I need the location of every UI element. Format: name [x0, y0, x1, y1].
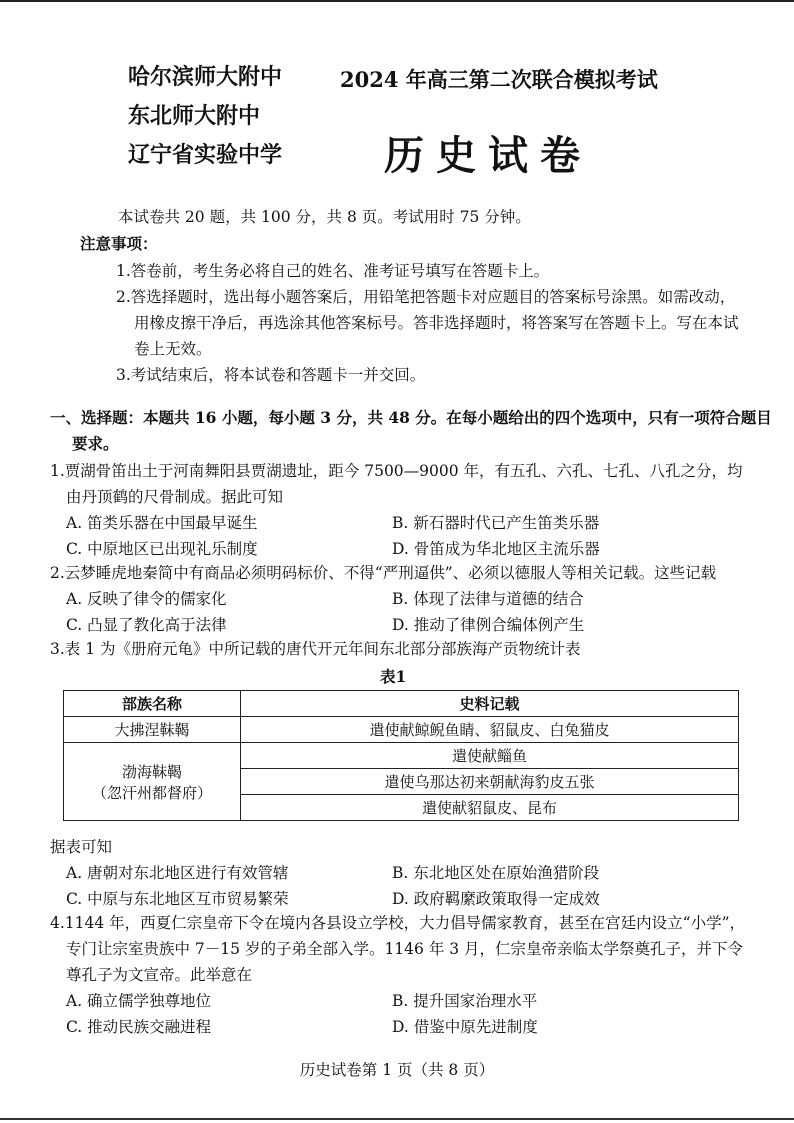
option-grid: [66, 586, 750, 638]
tribe-cell: 大拂涅靺鞨: [64, 717, 241, 743]
option-b: B. 新石器时代已产生笛类乐器: [392, 514, 600, 532]
question-1: [50, 458, 750, 562]
option-d: D. 推动了律例合编体例产生: [392, 616, 585, 634]
record-cell: 遣使乌那达初来朝献海豹皮五张: [241, 769, 739, 795]
top-rule: [0, 0, 794, 2]
option-c: C. 中原与东北地区互市贸易繁荣: [66, 890, 289, 908]
question-stem: 1.贾湖骨笛出土于河南舞阳县贾湖遗址，距今 7500—9000 年，有五孔、六孔、七孔、八孔之分，均由丹顶鹤的尺骨制成。据此可知: [50, 462, 743, 506]
table-row: [64, 717, 739, 743]
table-header: 部族名称: [64, 691, 241, 717]
option-grid: [66, 988, 750, 1040]
record-cell: 遣使献貂鼠皮、昆布: [241, 795, 739, 821]
option-d: D. 骨笛成为华北地区主流乐器: [392, 540, 600, 558]
record-cell: 遣使献鲸鲵鱼睛、貂鼠皮、白兔猫皮: [241, 717, 739, 743]
tribe-cell: [64, 743, 241, 821]
intro-text: 本试卷共 20 题，共 100 分，共 8 页。考试用时 75 分钟。: [118, 208, 531, 226]
notice-item: 2.答选择题时，选出每小题答案后，用铅笔把答题卡对应题目的答案标号涂黑。如需改动，用橡皮擦干净后，再选涂其他答案标号。答非选择题时，将答案写在答题卡上。写在本试卷上无效。: [116, 288, 739, 358]
school-name: 哈尔滨师大附中: [128, 65, 283, 90]
bottom-rule: [0, 1118, 794, 1120]
table-header-row: [64, 691, 739, 717]
table-row: [64, 743, 739, 769]
option-grid: [66, 860, 750, 912]
option-a: A. 唐朝对东北地区进行有效管辖: [66, 864, 289, 882]
option-a: A. 反映了律令的儒家化: [66, 590, 227, 608]
question-3-options: [50, 834, 750, 912]
option-b: B. 东北地区处在原始渔猎阶段: [392, 864, 600, 882]
option-a: A. 笛类乐器在中国最早诞生: [66, 514, 258, 532]
option-c: C. 中原地区已出现礼乐制度: [66, 540, 258, 558]
question-2: [50, 560, 750, 638]
record-cell: 遣使献鲻鱼: [241, 743, 739, 769]
option-grid: [66, 510, 750, 562]
option-b: B. 提升国家治理水平: [392, 992, 538, 1010]
option-c: C. 凸显了教化高于法律: [66, 616, 227, 634]
question-4: [50, 910, 750, 1040]
option-b: B. 体现了法律与道德的结合: [392, 590, 584, 608]
notice-list: [116, 258, 746, 388]
school-names: [128, 58, 282, 175]
exam-title: 2024 年高三第二次联合模拟考试: [340, 67, 658, 92]
question-lead: 据表可知: [50, 838, 113, 856]
question-3-stem: [50, 636, 750, 662]
notice-title: 注意事项：: [80, 234, 158, 253]
tribe-name: 渤海靺鞨: [121, 762, 182, 781]
question-stem: 3.表 1 为《册府元龟》中所记载的唐代开元年间东北部分部族海产贡物统计表: [50, 640, 581, 658]
notice-item: 3.考试结束后，将本试卷和答题卡一并交回。: [116, 366, 426, 384]
question-stem: 2.云梦睡虎地秦简中有商品必须明码标价、不得“严刑逼供”、必须以德服人等相关记载。这些记载: [50, 564, 717, 582]
notice-item: 1.答卷前，考生务必将自己的姓名、准考证号填写在答题卡上。: [116, 262, 550, 280]
school-name: 东北师大附中: [128, 104, 261, 129]
option-d: D. 政府羁縻政策取得一定成效: [392, 890, 600, 908]
table-caption: 表1: [380, 667, 407, 686]
option-a: A. 确立儒学独尊地位: [66, 992, 212, 1010]
table-header: 史料记载: [241, 691, 739, 717]
tribute-table: [63, 690, 739, 821]
section-heading: 一、选择题：本题共 16 小题，每小题 3 分，共 48 分。在每小题给出的四个选项中，只有一项符合题目要求。: [50, 408, 772, 453]
option-c: C. 推动民族交融进程: [66, 1018, 212, 1036]
page-footer: 历史试卷第 1 页（共 8 页）: [299, 1061, 495, 1079]
school-name: 辽宁省实验中学: [128, 143, 283, 168]
option-d: D. 借鉴中原先进制度: [392, 1018, 538, 1036]
paper-title: 历史试卷: [384, 132, 592, 179]
tribe-note: （忽汗州都督府）: [91, 783, 212, 802]
question-stem: 4.1144 年，西夏仁宗皇帝下令在境内各县设立学校，大力倡导儒家教育，甚至在宫廷内设立“小学”，专门让宗室贵族中 7－15 岁的子弟全部入学。1146 年 3 月，仁宗皇帝亲临太学祭奠孔子，并下令尊孔子为文宣帝。此举意在: [50, 914, 746, 984]
